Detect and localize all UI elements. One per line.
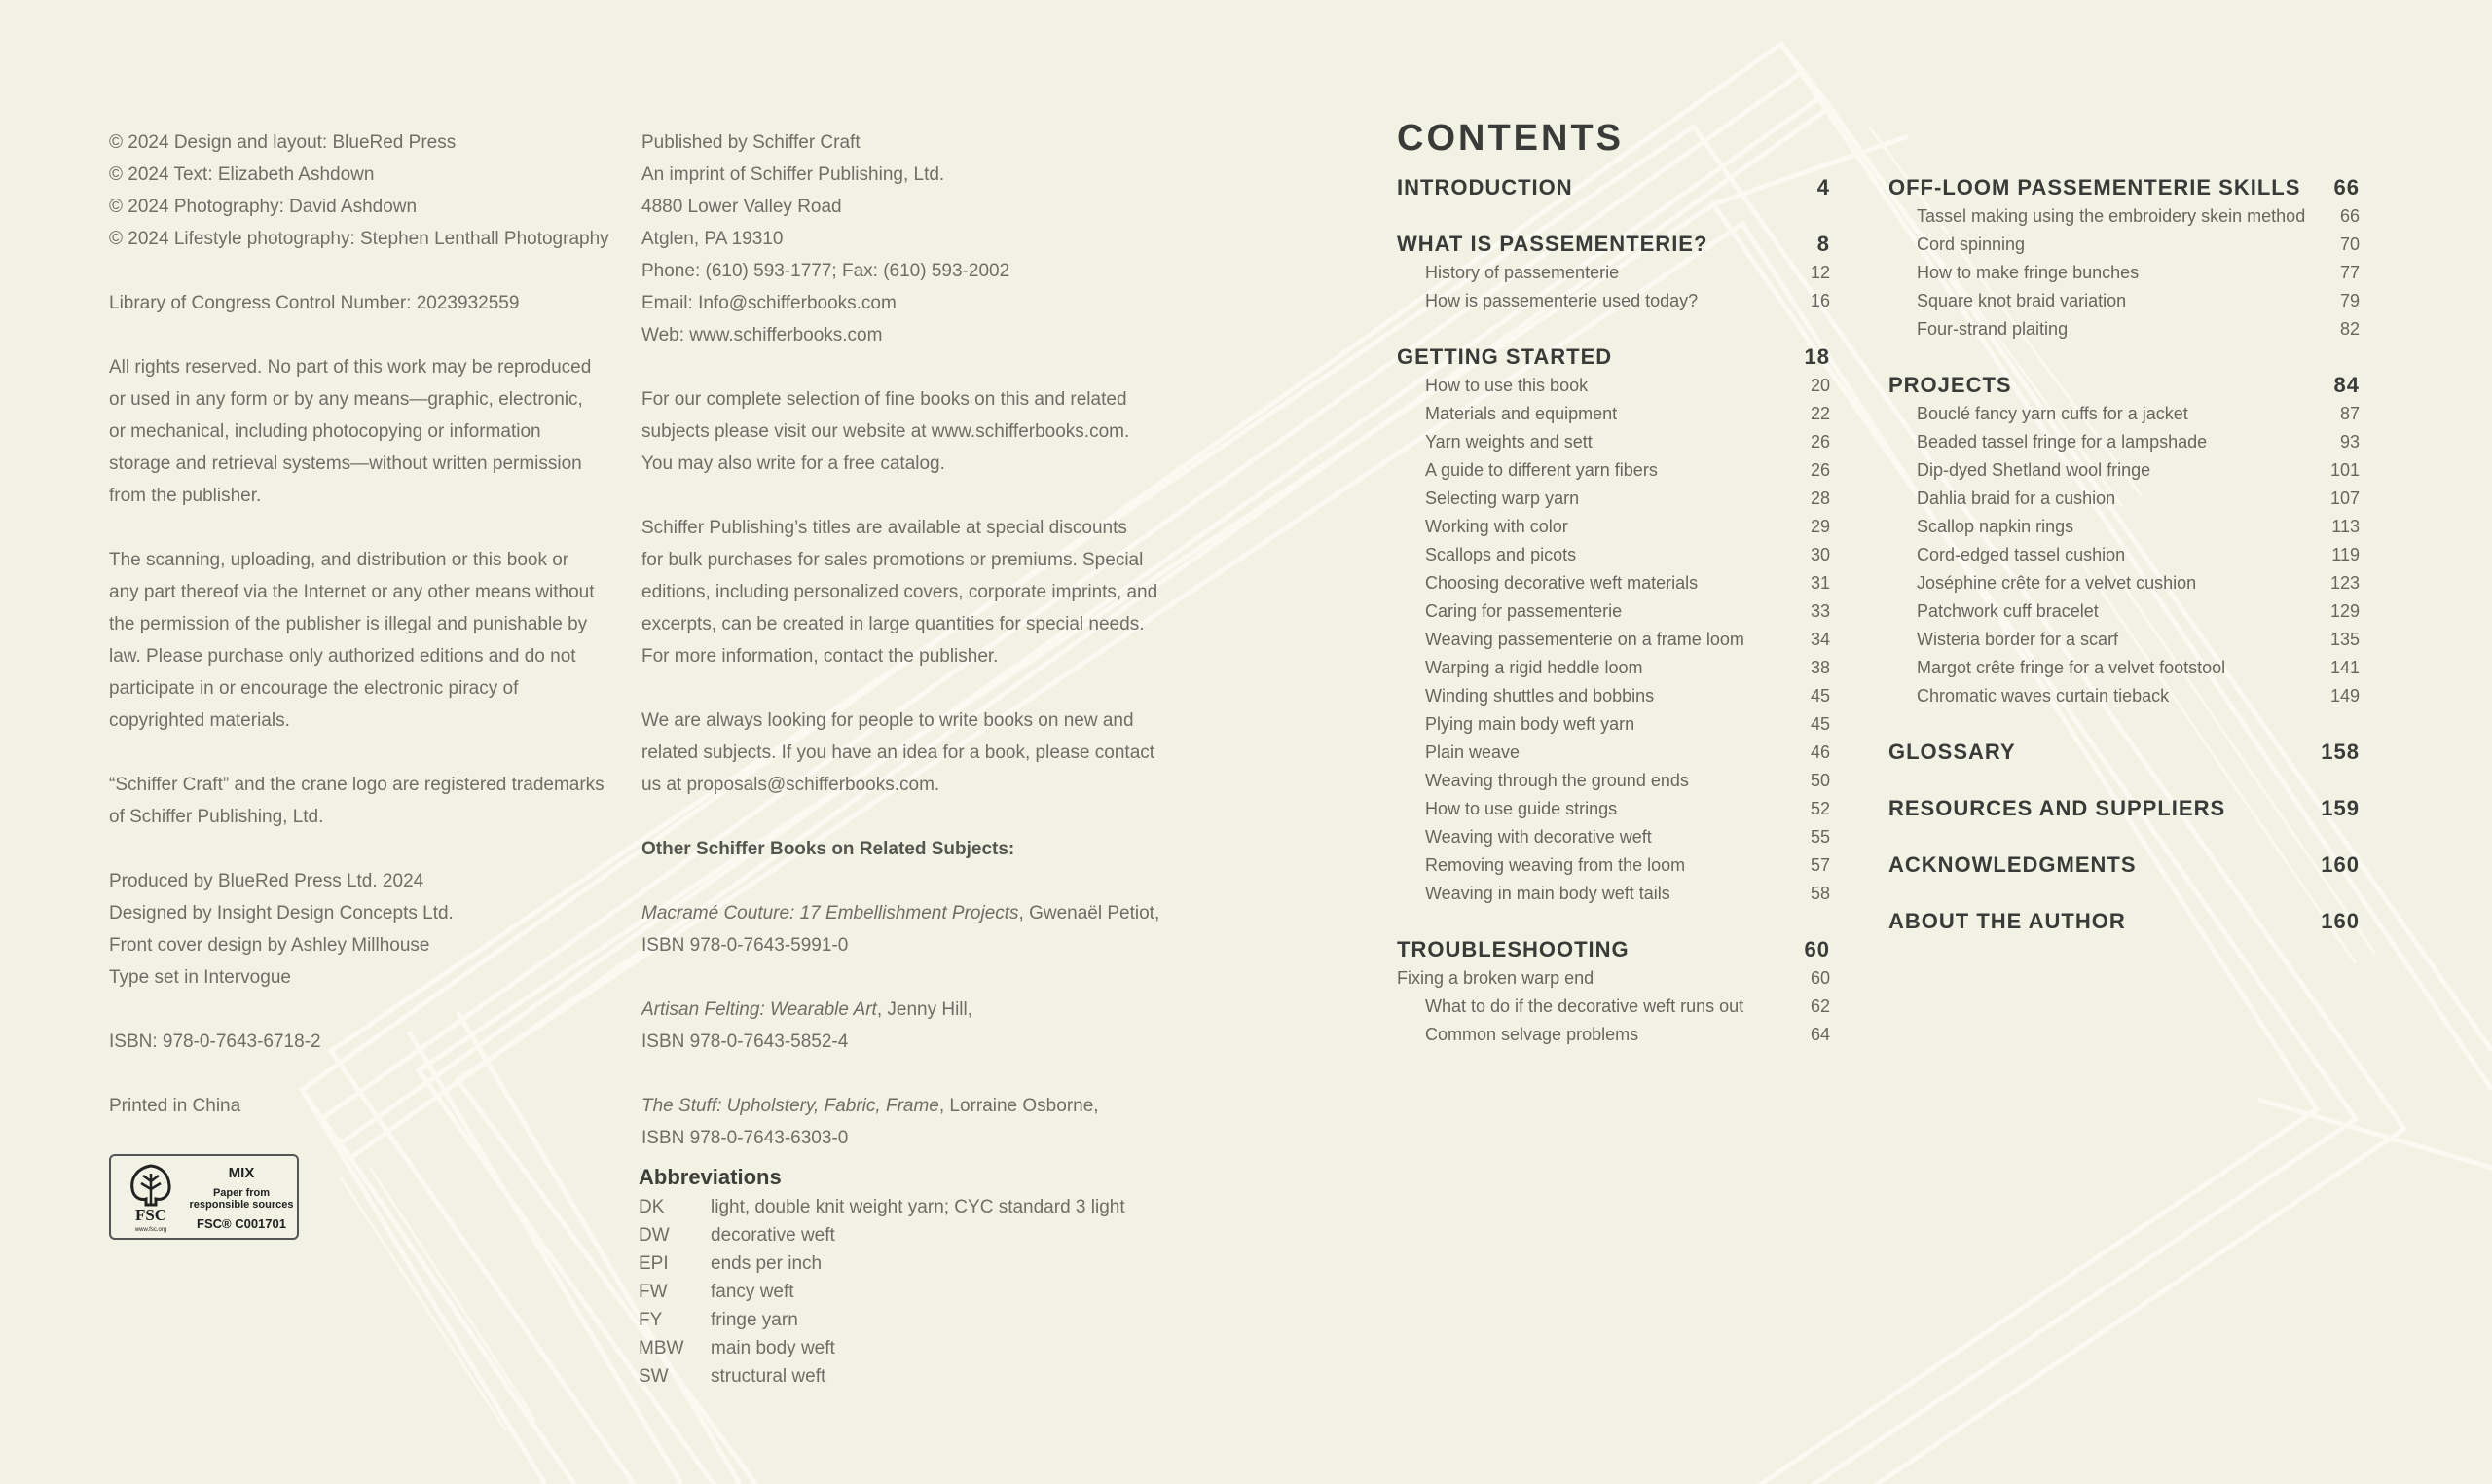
- abbreviation-code: MBW: [639, 1338, 684, 1358]
- toc-entry: [1397, 682, 1830, 710]
- discounts-line: excerpts, can be created in large quantities for special needs.: [641, 614, 1145, 634]
- toc-title: WHAT IS PASSEMENTERIE?: [1397, 232, 1708, 256]
- toc-section: [1397, 343, 1830, 372]
- related-book: [641, 1090, 1167, 1154]
- toc-page-number: 57: [1810, 855, 1830, 875]
- toc-title: Working with color: [1425, 517, 1568, 536]
- toc-page-number: 107: [2329, 489, 2360, 508]
- rights-line: All rights reserved. No part of this work may be reproduced: [109, 357, 592, 378]
- toc-title: Removing weaving from the loom: [1425, 855, 1686, 875]
- abbreviation-row: [639, 1334, 1167, 1362]
- trademark-notice: [109, 769, 615, 833]
- toc-page-number: 22: [1810, 404, 1830, 423]
- toc-title: ACKNOWLEDGMENTS: [1888, 852, 2137, 877]
- abbreviation-row: [639, 1362, 1167, 1391]
- toc-section: [1888, 738, 2360, 767]
- toc-title: What to do if the decorative weft runs out: [1425, 996, 1744, 1016]
- abbreviation-code: FW: [639, 1282, 668, 1302]
- toc-title: How to use guide strings: [1425, 799, 1618, 818]
- toc-entry: [1397, 964, 1830, 993]
- toc-entry: [1397, 372, 1830, 400]
- authors-notice: [641, 705, 1167, 801]
- toc-entry: [1397, 739, 1830, 767]
- toc-page-number: 18: [1804, 344, 1830, 369]
- toc-page-number: 30: [1810, 545, 1830, 564]
- related-books-heading: Other Schiffer Books on Related Subjects:: [641, 839, 1015, 859]
- toc-title: A guide to different yarn fibers: [1425, 460, 1658, 480]
- toc-page-number: 82: [2339, 319, 2360, 339]
- toc-page-number: 149: [2329, 686, 2360, 706]
- toc-entry: [1397, 767, 1830, 795]
- toc-entry: [1397, 795, 1830, 823]
- toc-page-number: 12: [1810, 263, 1830, 282]
- toc-title: GETTING STARTED: [1397, 344, 1613, 369]
- toc-entry: [1888, 513, 2360, 541]
- toc-page-number: 101: [2329, 460, 2360, 480]
- rights-line: or used in any form or by any means—graphic, electronic,: [109, 389, 583, 410]
- toc-section: [1397, 230, 1830, 259]
- toc-title: RESOURCES AND SUPPLIERS: [1888, 796, 2226, 820]
- toc-page-number: 159: [2321, 796, 2360, 820]
- toc-entry: [1888, 597, 2360, 626]
- abbreviation-code: FY: [639, 1310, 663, 1330]
- toc-page-number: 4: [1816, 175, 1830, 199]
- toc-page-number: 20: [1810, 376, 1830, 395]
- production-line: Produced by BlueRed Press Ltd. 2024: [109, 871, 424, 891]
- toc-page-number: 50: [1810, 771, 1830, 790]
- toc-page-number: 45: [1810, 686, 1830, 706]
- toc-page-number: 60: [1810, 968, 1830, 988]
- toc-title: Warping a rigid heddle loom: [1425, 658, 1643, 677]
- credit-line: © 2024 Design and layout: BlueRed Press: [109, 132, 457, 153]
- abbreviation-row: [639, 1193, 1167, 1221]
- toc-entry: [1397, 569, 1830, 597]
- related-book-title: The Stuff: Upholstery, Fabric, Frame: [641, 1096, 939, 1116]
- authors-line: related subjects. If you have an idea for a book, please contact: [641, 742, 1155, 763]
- catalog-notice: [641, 383, 1167, 480]
- related-book-author: , Gwenaël Petiot,: [1018, 903, 1160, 923]
- production-line: Front cover design by Ashley Millhouse: [109, 935, 430, 956]
- scanning-line: the permission of the publisher is illegal and punishable by: [109, 614, 588, 634]
- abbreviations-heading: Abbreviations: [639, 1165, 782, 1189]
- toc-title: Weaving through the ground ends: [1425, 771, 1689, 790]
- fsc-paper-text: responsible sources: [189, 1199, 294, 1211]
- publisher-line: Phone: (610) 593-1777; Fax: (610) 593-2002: [641, 261, 1010, 281]
- toc-entry: [1888, 231, 2360, 259]
- toc-entry: [1888, 626, 2360, 654]
- toc-title: How to use this book: [1425, 376, 1589, 395]
- toc-entry: [1888, 315, 2360, 344]
- toc-entry: [1888, 400, 2360, 428]
- isbn: ISBN: 978-0-7643-6718-2: [109, 1032, 321, 1052]
- related-book: [641, 994, 1167, 1058]
- scanning-notice: [109, 544, 615, 737]
- abbreviation-code: DK: [639, 1197, 665, 1217]
- toc-entry: [1888, 456, 2360, 485]
- discounts-line: editions, including personalized covers, corporate imprints, and: [641, 582, 1158, 602]
- toc-page-number: 70: [2339, 235, 2360, 254]
- scanning-line: any part thereof via the Internet or any other means without: [109, 582, 595, 602]
- credits-block: [109, 127, 615, 255]
- toc-entry: [1397, 259, 1830, 287]
- toc-page-number: 45: [1810, 714, 1830, 734]
- toc-entry: [1397, 851, 1830, 880]
- abbreviation-code: SW: [639, 1366, 669, 1387]
- discounts-line: Schiffer Publishing’s titles are available at special discounts: [641, 518, 1127, 538]
- toc-page-number: 8: [1816, 232, 1830, 256]
- toc-title: Materials and equipment: [1425, 404, 1618, 423]
- toc-title: Square knot braid variation: [1917, 291, 2127, 310]
- scanning-line: law. Please purchase only authorized editions and do not: [109, 646, 576, 667]
- toc-page-number: 113: [2331, 517, 2360, 536]
- toc-entry: [1397, 597, 1830, 626]
- fsc-logo-text: FSC: [134, 1206, 167, 1224]
- toc-title: Caring for passementerie: [1425, 601, 1623, 621]
- toc-title: How is passementerie used today?: [1425, 291, 1699, 310]
- catalog-line: subjects please visit our website at www.schifferbooks.com.: [641, 421, 1130, 442]
- toc-title: Chromatic waves curtain tieback: [1917, 686, 2170, 706]
- toc-title: Common selvage problems: [1425, 1025, 1639, 1044]
- abbreviation-meaning: ends per inch: [711, 1253, 823, 1274]
- trademark-line: of Schiffer Publishing, Ltd.: [109, 807, 324, 827]
- toc-entry: [1397, 993, 1830, 1021]
- toc-entry: [1397, 1021, 1830, 1049]
- toc-page-number: 77: [2339, 263, 2360, 282]
- toc-page-number: 160: [2321, 909, 2360, 933]
- rights-notice: [109, 351, 615, 512]
- toc-title: INTRODUCTION: [1397, 175, 1573, 199]
- toc-title: GLOSSARY: [1888, 740, 2016, 764]
- abbreviation-meaning: structural weft: [711, 1366, 826, 1387]
- toc-section: [1888, 794, 2360, 823]
- toc-entry: [1397, 654, 1830, 682]
- contents-title: CONTENTS: [1397, 118, 1624, 159]
- rights-line: or mechanical, including photocopying or information: [109, 421, 541, 442]
- toc-page-number: 66: [2339, 206, 2360, 226]
- fsc-code: FSC® C001701: [197, 1216, 286, 1231]
- fsc-tree-icon: [125, 1162, 177, 1234]
- toc-title: Weaving in main body weft tails: [1425, 884, 1670, 903]
- abbreviation-row: [639, 1278, 1167, 1306]
- abbreviation-row: [639, 1306, 1167, 1334]
- toc-page-number: 135: [2329, 630, 2360, 649]
- toc-page-number: 66: [2333, 175, 2360, 199]
- toc-title: Cord spinning: [1917, 235, 2026, 254]
- related-book-author: , Jenny Hill,: [876, 999, 973, 1020]
- catalog-line: For our complete selection of fine books on this and related: [641, 389, 1127, 410]
- lccn: Library of Congress Control Number: 2023932559: [109, 293, 520, 313]
- toc-page-number: 79: [2339, 291, 2360, 310]
- scanning-line: The scanning, uploading, and distribution or this book or: [109, 550, 569, 570]
- authors-line: us at proposals@schifferbooks.com.: [641, 775, 940, 795]
- toc-title: Weaving with decorative weft: [1425, 827, 1652, 847]
- toc-entry: [1888, 541, 2360, 569]
- toc-page-number: 34: [1810, 630, 1830, 649]
- related-book-title: Artisan Felting: Wearable Art: [641, 999, 877, 1020]
- abbreviation-meaning: fancy weft: [711, 1282, 794, 1302]
- toc-title: OFF-LOOM PASSEMENTERIE SKILLS: [1888, 175, 2301, 199]
- abbreviation-meaning: main body weft: [711, 1338, 835, 1358]
- fsc-mix: MIX: [228, 1165, 255, 1181]
- toc-page-number: 87: [2339, 404, 2360, 423]
- toc-title: Dip-dyed Shetland wool fringe: [1917, 460, 2151, 480]
- abbreviation-row: [639, 1249, 1167, 1278]
- trademark-line: “Schiffer Craft” and the crane logo are registered trademarks: [109, 775, 605, 795]
- toc-page-number: 141: [2329, 658, 2360, 677]
- toc-page-number: 55: [1810, 827, 1830, 847]
- toc-page-number: 26: [1810, 432, 1830, 452]
- fsc-paper-line: [189, 1187, 294, 1211]
- toc-entry: [1888, 202, 2360, 231]
- toc-title: Patchwork cuff bracelet: [1917, 601, 2099, 621]
- abbreviation-code: DW: [639, 1225, 670, 1246]
- abbreviation-row: [639, 1221, 1167, 1249]
- toc-section: [1888, 173, 2360, 202]
- toc-title: Dahlia braid for a cushion: [1917, 489, 2116, 508]
- toc-page-number: 84: [2333, 373, 2360, 397]
- toc-page-number: 16: [1810, 291, 1830, 310]
- toc-title: History of passementerie: [1425, 263, 1620, 282]
- toc-page-number: 28: [1810, 489, 1830, 508]
- toc-page-number: 158: [2321, 740, 2360, 764]
- toc-title: Yarn weights and sett: [1425, 432, 1593, 452]
- toc-page-number: 38: [1810, 658, 1830, 677]
- publisher-block: [641, 127, 1167, 351]
- toc-entry: [1888, 259, 2360, 287]
- toc-entry: [1397, 428, 1830, 456]
- toc-title: Winding shuttles and bobbins: [1425, 686, 1655, 706]
- fsc-url: www.fsc.org: [134, 1227, 167, 1233]
- toc-section: [1888, 907, 2360, 936]
- related-book: [641, 897, 1167, 961]
- toc-page-number: 60: [1804, 937, 1830, 961]
- toc-page-number: 29: [1810, 517, 1830, 536]
- printed-in: Printed in China: [109, 1096, 241, 1116]
- authors-line: We are always looking for people to write books on new and: [641, 710, 1134, 731]
- toc-entry: [1888, 428, 2360, 456]
- toc-page-number: 26: [1810, 460, 1830, 480]
- related-book-title: Macramé Couture: 17 Embellishment Projects: [641, 903, 1019, 923]
- related-book-isbn: ISBN 978-0-7643-5991-0: [641, 935, 849, 956]
- fsc-paper-text: Paper from: [212, 1187, 271, 1199]
- abbreviation-meaning: light, double knit weight yarn; CYC standard 3 light: [711, 1197, 1125, 1217]
- rights-line: from the publisher.: [109, 486, 262, 506]
- toc-title: Plying main body weft yarn: [1425, 714, 1635, 734]
- toc-entry: [1888, 485, 2360, 513]
- discounts-line: For more information, contact the publisher.: [641, 646, 999, 667]
- credit-line: © 2024 Photography: David Ashdown: [109, 197, 418, 217]
- scanning-line: copyrighted materials.: [109, 710, 290, 731]
- toc-title: TROUBLESHOOTING: [1397, 937, 1630, 961]
- toc-page-number: 160: [2321, 852, 2360, 877]
- toc-title: Weaving passementerie on a frame loom: [1425, 630, 1744, 649]
- toc-title: Scallops and picots: [1425, 545, 1577, 564]
- toc-left-column: [1397, 173, 1830, 1049]
- toc-entry: [1888, 569, 2360, 597]
- publisher-line: Published by Schiffer Craft: [641, 132, 861, 153]
- credit-line: © 2024 Lifestyle photography: Stephen Lenthall Photography: [109, 229, 609, 249]
- toc-entry: [1888, 287, 2360, 315]
- copyright-column: [109, 127, 615, 1240]
- publisher-web: Web: www.schifferbooks.com: [641, 325, 883, 345]
- toc-page-number: 46: [1810, 742, 1830, 762]
- toc-title: Scallop napkin rings: [1917, 517, 2074, 536]
- toc-entry: [1888, 682, 2360, 710]
- toc-title: Margot crête fringe for a velvet footstool: [1917, 658, 2226, 677]
- related-book-isbn: ISBN 978-0-7643-6303-0: [641, 1128, 849, 1148]
- toc-section: [1397, 173, 1830, 202]
- toc-page-number: 119: [2331, 545, 2360, 564]
- toc-entry: [1397, 823, 1830, 851]
- toc-title: Wisteria border for a scarf: [1917, 630, 2119, 649]
- toc-title: Cord-edged tassel cushion: [1917, 545, 2126, 564]
- toc-page-number: 33: [1810, 601, 1830, 621]
- toc-entry: [1397, 287, 1830, 315]
- discounts-line: for bulk purchases for sales promotions or premiums. Special: [641, 550, 1144, 570]
- publisher-column: [641, 127, 1167, 1391]
- publisher-line: Atglen, PA 19310: [641, 229, 784, 249]
- toc-page-number: 123: [2329, 573, 2360, 593]
- toc-page-number: 93: [2339, 432, 2360, 452]
- catalog-line: You may also write for a free catalog.: [641, 453, 945, 474]
- toc-title: Choosing decorative weft materials: [1425, 573, 1699, 593]
- toc-page-number: 52: [1810, 799, 1830, 818]
- toc-title: Selecting warp yarn: [1425, 489, 1580, 508]
- scanning-line: participate in or encourage the electronic piracy of: [109, 678, 519, 699]
- publisher-line: 4880 Lower Valley Road: [641, 197, 842, 217]
- discounts-notice: [641, 512, 1167, 672]
- publisher-line: An imprint of Schiffer Publishing, Ltd.: [641, 164, 945, 185]
- abbreviation-meaning: decorative weft: [711, 1225, 835, 1246]
- publisher-email: Email: Info@schifferbooks.com: [641, 293, 897, 313]
- toc-page-number: 64: [1810, 1025, 1830, 1044]
- toc-entry: [1397, 541, 1830, 569]
- toc-entry: [1397, 710, 1830, 739]
- toc-right-column: [1888, 173, 2360, 936]
- toc-entry: [1397, 626, 1830, 654]
- toc-title: Fixing a broken warp end: [1397, 968, 1594, 988]
- toc-entry: [1397, 880, 1830, 908]
- rights-line: storage and retrieval systems—without written permission: [109, 453, 582, 474]
- abbreviations-list: [641, 1193, 1167, 1391]
- toc-title: Plain weave: [1425, 742, 1521, 762]
- production-credits: [109, 865, 615, 994]
- fsc-label: [109, 1154, 299, 1240]
- related-book-isbn: ISBN 978-0-7643-5852-4: [641, 1032, 849, 1052]
- toc-title: Beaded tassel fringe for a lampshade: [1917, 432, 2208, 452]
- toc-entry: [1397, 400, 1830, 428]
- toc-entry: [1888, 654, 2360, 682]
- toc-page-number: 129: [2329, 601, 2360, 621]
- toc-page-number: 58: [1810, 884, 1830, 903]
- abbreviation-meaning: fringe yarn: [711, 1310, 798, 1330]
- toc-section: [1888, 851, 2360, 880]
- toc-page-number: 31: [1810, 573, 1830, 593]
- toc-title: Four-strand plaiting: [1917, 319, 2069, 339]
- credit-line: © 2024 Text: Elizabeth Ashdown: [109, 164, 375, 185]
- toc-entry: [1397, 485, 1830, 513]
- toc-page-number: 62: [1810, 996, 1830, 1016]
- production-line: Type set in Intervogue: [109, 967, 291, 988]
- toc-title: Tassel making using the embroidery skein method: [1917, 206, 2306, 226]
- toc-title: How to make fringe bunches: [1917, 263, 2140, 282]
- toc-title: Joséphine crête for a velvet cushion: [1917, 573, 2197, 593]
- related-book-author: , Lorraine Osborne,: [938, 1096, 1099, 1116]
- toc-entry: [1397, 513, 1830, 541]
- toc-section: [1888, 371, 2360, 400]
- abbreviation-code: EPI: [639, 1253, 669, 1274]
- toc-section: [1397, 935, 1830, 964]
- toc-title: Bouclé fancy yarn cuffs for a jacket: [1917, 404, 2188, 423]
- toc-title: ABOUT THE AUTHOR: [1888, 909, 2126, 933]
- toc-entry: [1397, 456, 1830, 485]
- toc-title: PROJECTS: [1888, 373, 2012, 397]
- production-line: Designed by Insight Design Concepts Ltd.: [109, 903, 454, 923]
